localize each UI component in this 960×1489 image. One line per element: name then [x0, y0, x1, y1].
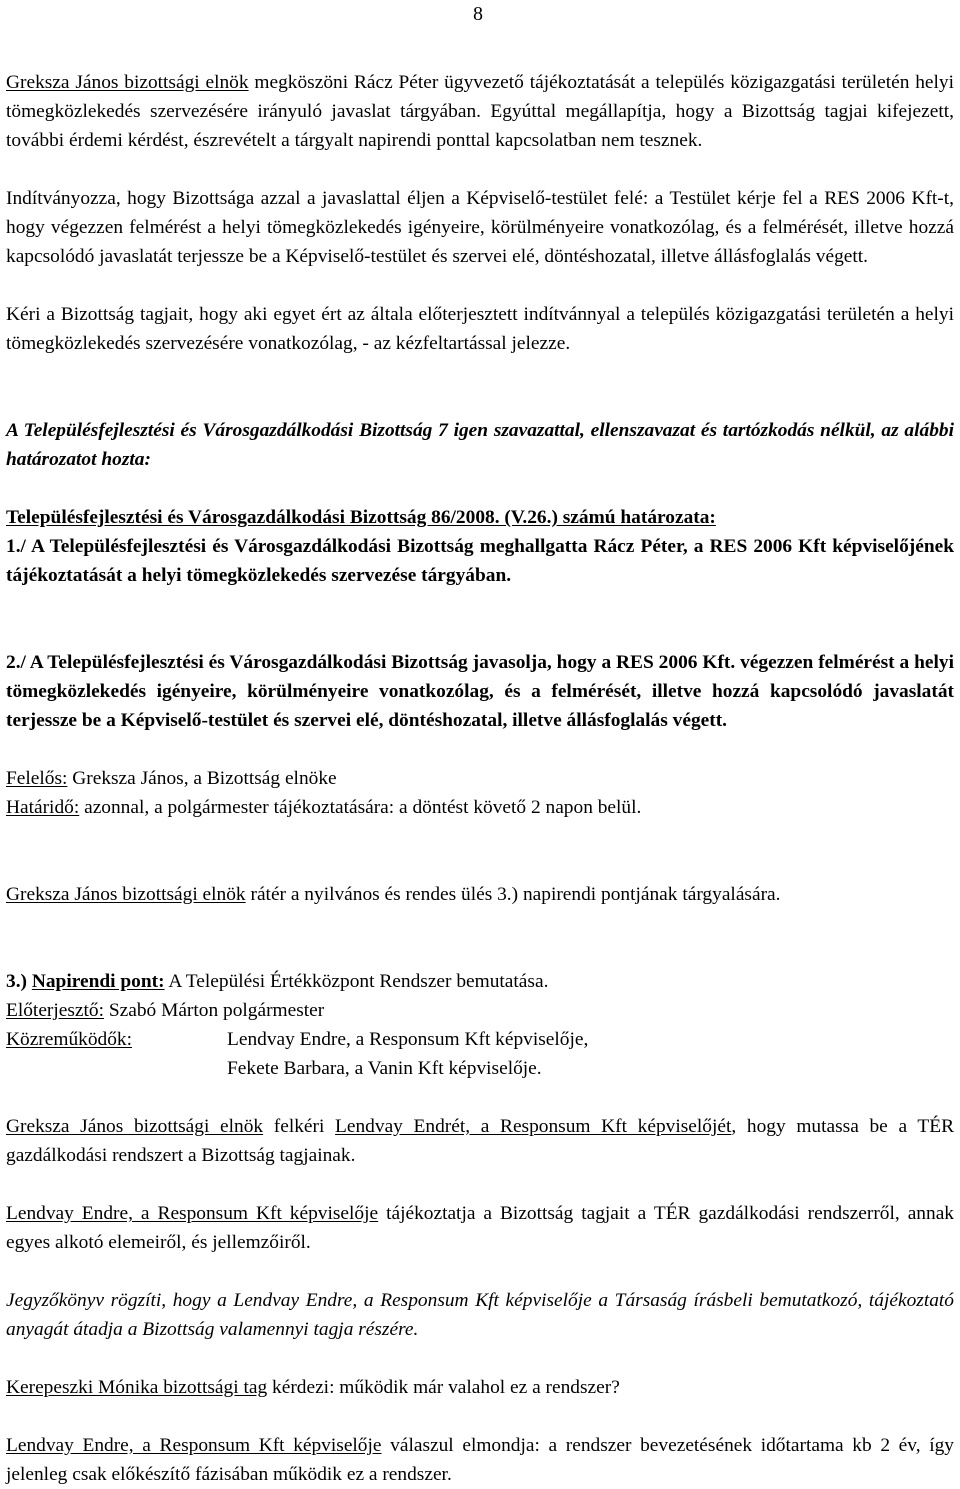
paragraph-text: felkéri — [263, 1116, 336, 1137]
paragraph-question — [6, 1373, 954, 1402]
paragraph-vote-request: Kéri a Bizottság tagjait, hogy aki egyet ért az általa előterjesztett indítvánnyal a település közigazgatási területén a helyi tömegközlekedés szervezésére vonatkozólag, - az kézfeltartással jelezze. — [6, 304, 954, 354]
addressee-name: Lendvay Endrét, a Responsum Kft képviselőjét — [335, 1116, 732, 1137]
responsible-value: Greksza János, a Bizottság elnöke — [67, 768, 337, 789]
contributors-label: Közreműködők: — [6, 1029, 133, 1050]
minutes-note: Jegyzőkönyv rögzíti, hogy a Lendvay Endre, a Responsum Kft képviselője a Társaság írásbeli bemutatkozó, tájékoztató anyagát átadja a Bizottság valamennyi tagja részére. — [6, 1290, 954, 1340]
contributor-1: Lendvay Endre, a Responsum Kft képviselője, — [227, 1029, 589, 1050]
paragraph-text: megköszöni Rácz Péter ügyvezető tájékoztatását a település közigazgatási területén helyi tömegközlekedés szervezésére irányuló javaslat tárgyában. Egyúttal megállapítja, hogy a Bizottság tagjai kifejezett, további érdemi kérdést, észrevételt a tárgyalt napirendi ponttal kapcsolatban nem tesznek. — [6, 72, 954, 151]
speaker-name: Greksza János bizottsági elnök — [6, 1116, 264, 1137]
agenda-number: 3.) — [6, 971, 32, 992]
contributor-2: Fekete Barbara, a Vanin Kft képviselője. — [227, 1058, 542, 1079]
contributors-label-row — [6, 1025, 132, 1054]
speaker-name: Greksza János bizottsági elnök — [6, 884, 246, 905]
resolution-title: Településfejlesztési és Városgazdálkodási Bizottság 86/2008. (V.26.) számú határozata: — [6, 507, 716, 528]
speaker-name: Lendvay Endre, a Responsum Kft képviselője — [6, 1435, 382, 1456]
paragraph-answer — [6, 1431, 954, 1489]
presenter-label: Előterjesztő: — [6, 1000, 104, 1021]
agenda-title: A Települési Értékközpont Rendszer bemutatása. — [164, 971, 549, 992]
responsible-line — [6, 764, 954, 793]
paragraph-invite-presentation — [6, 1112, 954, 1170]
speaker-name: Kerepeszki Mónika bizottsági tag — [6, 1377, 268, 1398]
speaker-name: Greksza János bizottsági elnök — [6, 72, 249, 93]
deadline-value: azonnal, a polgármester tájékoztatására: a döntést követő 2 napon belül. — [79, 797, 642, 818]
deadline-label: Határidő: — [6, 797, 80, 818]
speaker-name: Lendvay Endre, a Responsum Kft képviselője — [6, 1203, 379, 1224]
paragraph-text: válaszul elmondja: a rendszer bevezetésének időtartama kb 2 év, így jelenleg csak előkészítő fázisában működik ez a rendszer. — [6, 1435, 954, 1485]
paragraph-text: rátér a nyilvános és rendes ülés 3.) napirendi pontjának tárgyalására. — [245, 884, 781, 905]
responsible-label: Felelős: — [6, 768, 68, 789]
deadline-line — [6, 793, 954, 822]
paragraph-chair-thanks — [6, 68, 954, 155]
vote-result: A Településfejlesztési és Városgazdálkodási Bizottság 7 igen szavazattal, ellenszavazat és tartózkodás nélkül, az alábbi határozatot hozta: — [6, 420, 954, 470]
paragraph-next-agenda — [6, 880, 954, 909]
page-number: 8 — [473, 3, 483, 25]
paragraph-text: tájékoztatja a Bizottság tagjait a TÉR gazdálkodási rendszerről, annak egyes alkotó elemeiről, és jellemzőiről. — [6, 1203, 954, 1253]
paragraph-motion: Indítványozza, hogy Bizottsága azzal a javaslattal éljen a Képviselő-testület felé: a Testület kérje fel a RES 2006 Kft-t, hogy végezzen felmérést a helyi tömegközlekedés igényeire, körülményeire vonatkozólag, és a felmérését, illetve hozzá kapcsolódó javaslatát terjessze be a Képviselő-testület és szervei elé, döntéshozatal, illetve állásfoglalás végett. — [6, 188, 954, 267]
presenter-line — [6, 996, 954, 1025]
resolution-point-2: 2./ A Településfejlesztési és Városgazdálkodási Bizottság javasolja, hogy a RES 2006 Kft. végezzen felmérést a helyi tömegközlekedés igényeire, körülményeire vonatkozólag, és a felmérését, illetve hozzá kapcsolódó javaslatát terjessze be a Képviselő-testület és szervei elé, döntéshozatal, illetve állásfoglalás végett. — [6, 652, 954, 731]
resolution-point-1: 1./ A Településfejlesztési és Városgazdálkodási Bizottság meghallgatta Rácz Péter, a RES 2006 Kft képviselőjének tájékoztatását a helyi tömegközlekedés szervezése tárgyában. — [6, 536, 954, 586]
agenda-item-heading — [6, 967, 954, 996]
paragraph-text: kérdezi: működik már valahol ez a rendszer? — [267, 1377, 620, 1398]
agenda-label: Napirendi pont: — [31, 971, 165, 992]
paragraph-presentation — [6, 1199, 954, 1257]
paragraph-text: , hogy mutassa be a TÉR gazdálkodási rendszert a Bizottság tagjainak. — [6, 1116, 954, 1166]
presenter-value: Szabó Márton polgármester — [104, 1000, 325, 1021]
